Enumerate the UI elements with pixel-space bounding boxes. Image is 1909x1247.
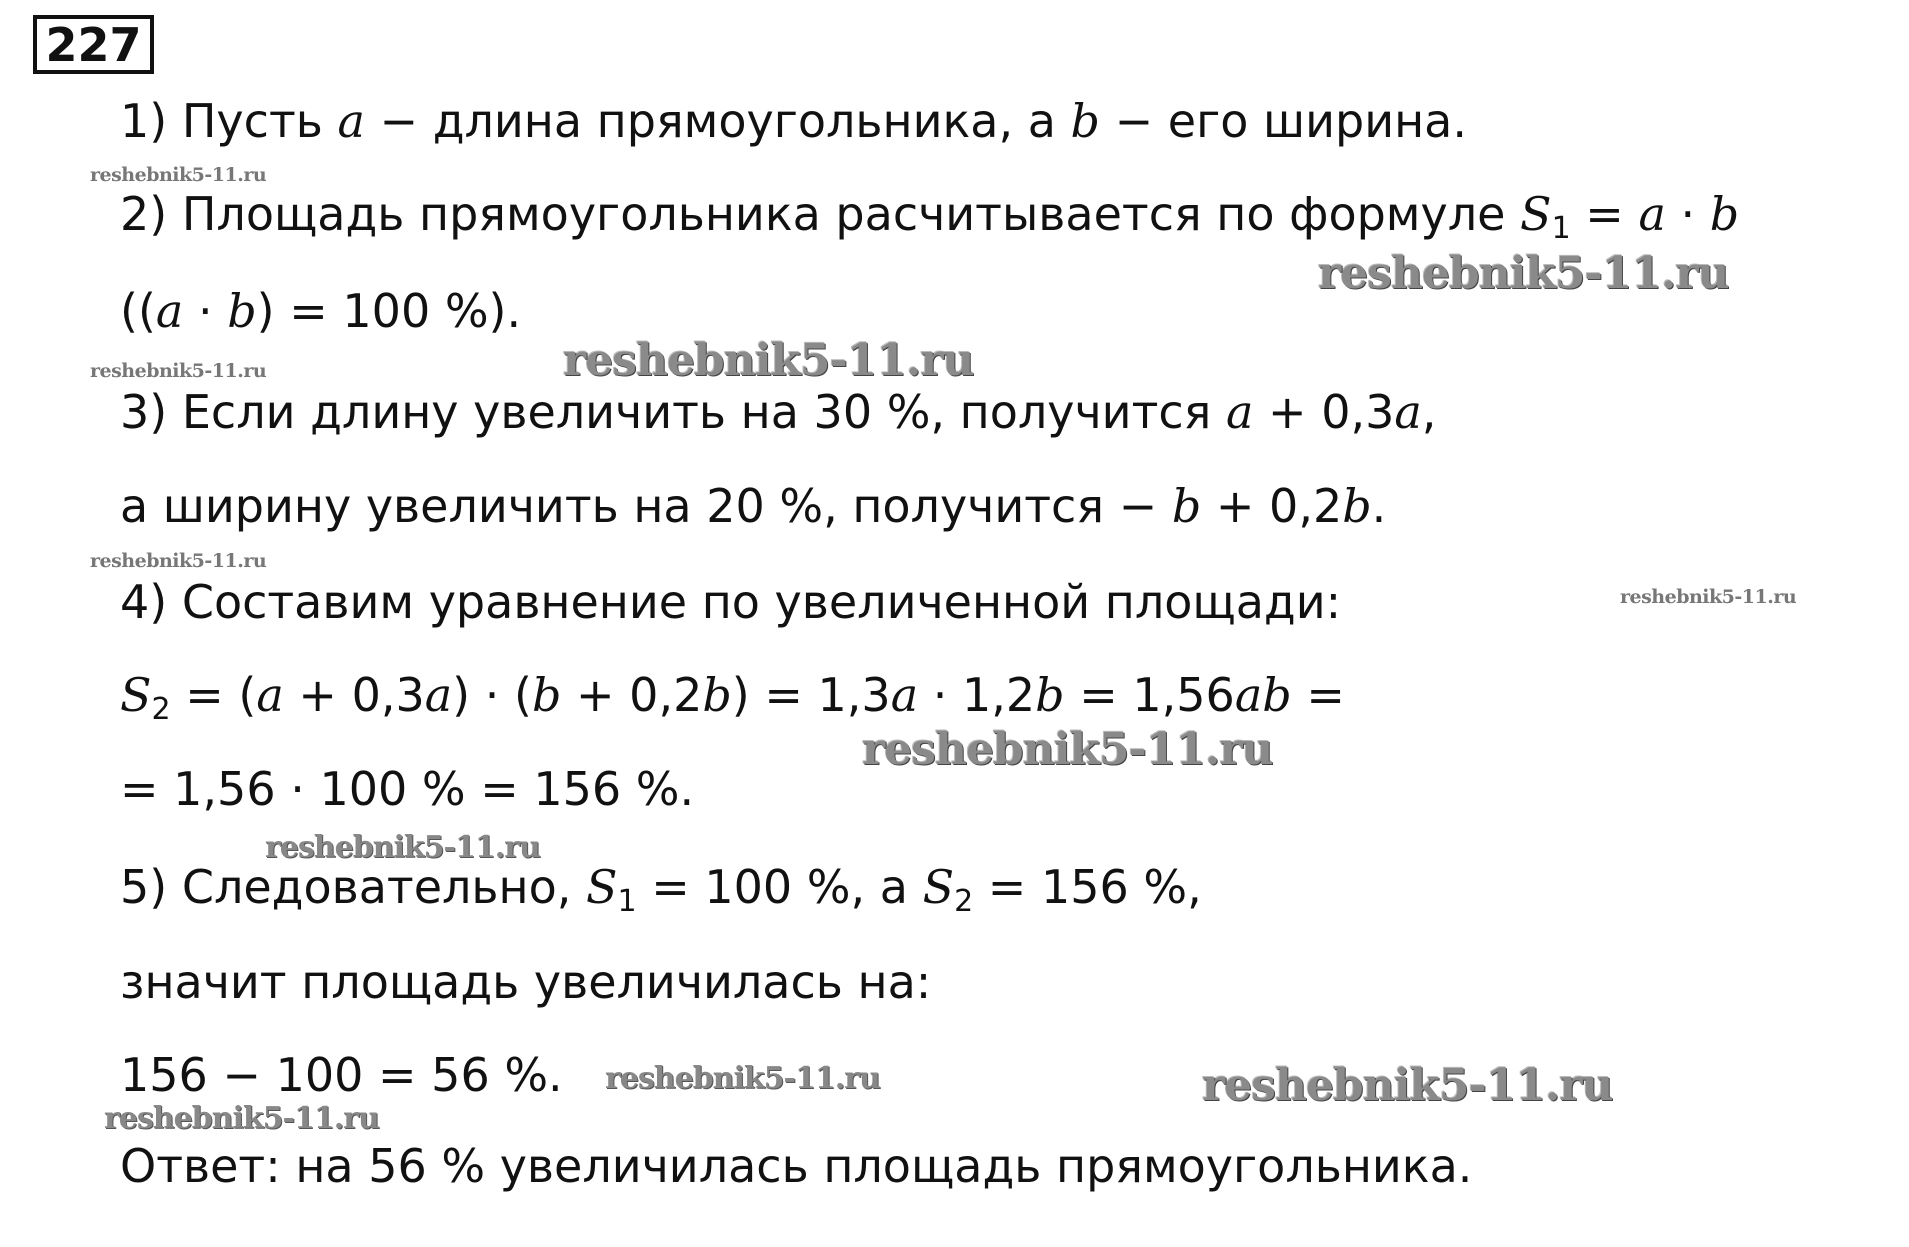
solution-line [120,1048,563,1102]
watermark: reshebnik5-11.ru [265,830,540,865]
math-variable: a [424,668,453,722]
line-text: , [1421,385,1437,439]
solution-line [120,668,1345,727]
math-variable: a [337,94,365,148]
math-subscript: 2 [954,884,974,919]
line-text: ) = 100 %). [256,284,522,338]
line-text: = ( [170,668,257,722]
math-variable: b [702,668,732,722]
line-text: = 100 %, а [636,860,923,914]
math-subscript: 2 [151,692,171,727]
math-variable: a [890,668,919,722]
math-subscript: 1 [1551,211,1571,246]
solution-line [120,385,1437,439]
line-text: = [1291,668,1345,722]
line-text: + 0,2 [561,668,703,722]
solution-line [120,479,1387,533]
math-variable: a [1638,187,1666,241]
watermark: reshebnik5-11.ru [563,335,974,386]
watermark: reshebnik5-11.ru [1620,586,1797,608]
line-text: = 156 %, [973,860,1202,914]
line-text: 3) Если длину увеличить на 30 %, получится [120,385,1226,439]
math-subscript: 1 [617,884,637,919]
watermark: reshebnik5-11.ru [90,164,267,186]
solution-line [120,955,932,1009]
line-text: + 0,2 [1201,479,1343,533]
watermark: reshebnik5-11.ru [90,550,267,572]
line-text: ) = 1,3 [731,668,891,722]
line-text: · [183,284,228,338]
watermark: reshebnik5-11.ru [90,360,267,382]
math-variable: b [1342,479,1372,533]
math-variable: b [1035,668,1065,722]
math-variable: b [227,284,257,338]
math-variable: S [922,860,955,914]
solution-line [120,860,1202,919]
line-text: − его ширина. [1099,94,1467,148]
line-text: Ответ: на 56 % увеличилась площадь прямоугольника. [120,1139,1473,1193]
line-text: 5) Следовательно, [120,860,586,914]
watermark: reshebnik5-11.ru [605,1061,880,1096]
math-variable: b [531,668,562,722]
line-text: − длина прямоугольника, а [364,94,1071,148]
math-variable: b [1709,187,1740,241]
math-variable: a [256,668,284,722]
line-text: . [1371,479,1387,533]
math-variable: S [120,668,152,722]
line-text: · 1,2 [918,668,1036,722]
solution-line [120,284,522,338]
line-text: 1) Пусть [120,94,338,148]
problem-number: 227 [33,15,154,74]
math-variable: a [1225,385,1254,439]
line-text: = 1,56 · 100 % = 156 %. [120,762,695,816]
solution-line [120,575,1342,629]
line-text: 4) Составим уравнение по увеличенной площади: [120,575,1342,629]
math-variable: a [155,284,184,338]
line-text: ) · ( [452,668,532,722]
line-text: а ширину увеличить на 20 %, получится − [120,479,1172,533]
line-text: 156 − 100 = 56 %. [120,1048,563,1102]
line-text: значит площадь увеличилась на: [120,955,932,1009]
line-text: + 0,3 [1253,385,1395,439]
math-variable: S [585,860,618,914]
watermark: reshebnik5-11.ru [862,724,1273,775]
line-text: 2) Площадь прямоугольника расчитывается по формуле [120,187,1521,241]
solution-line [120,187,1740,246]
line-text: = 1,56 [1064,668,1235,722]
solution-line [120,94,1467,148]
math-variable: a [1394,385,1422,439]
math-variable: S [1520,187,1552,241]
watermark: reshebnik5-11.ru [104,1101,379,1136]
solution-line [120,762,695,816]
line-text: (( [120,284,156,338]
watermark: reshebnik5-11.ru [1318,248,1729,299]
math-variable: b [1070,94,1100,148]
math-variable: b [1171,479,1202,533]
line-text: = [1570,187,1639,241]
watermark: reshebnik5-11.ru [1202,1060,1613,1111]
line-text: · [1665,187,1710,241]
math-variable: ab [1234,668,1292,722]
solution-line [120,1139,1473,1193]
line-text: + 0,3 [283,668,425,722]
